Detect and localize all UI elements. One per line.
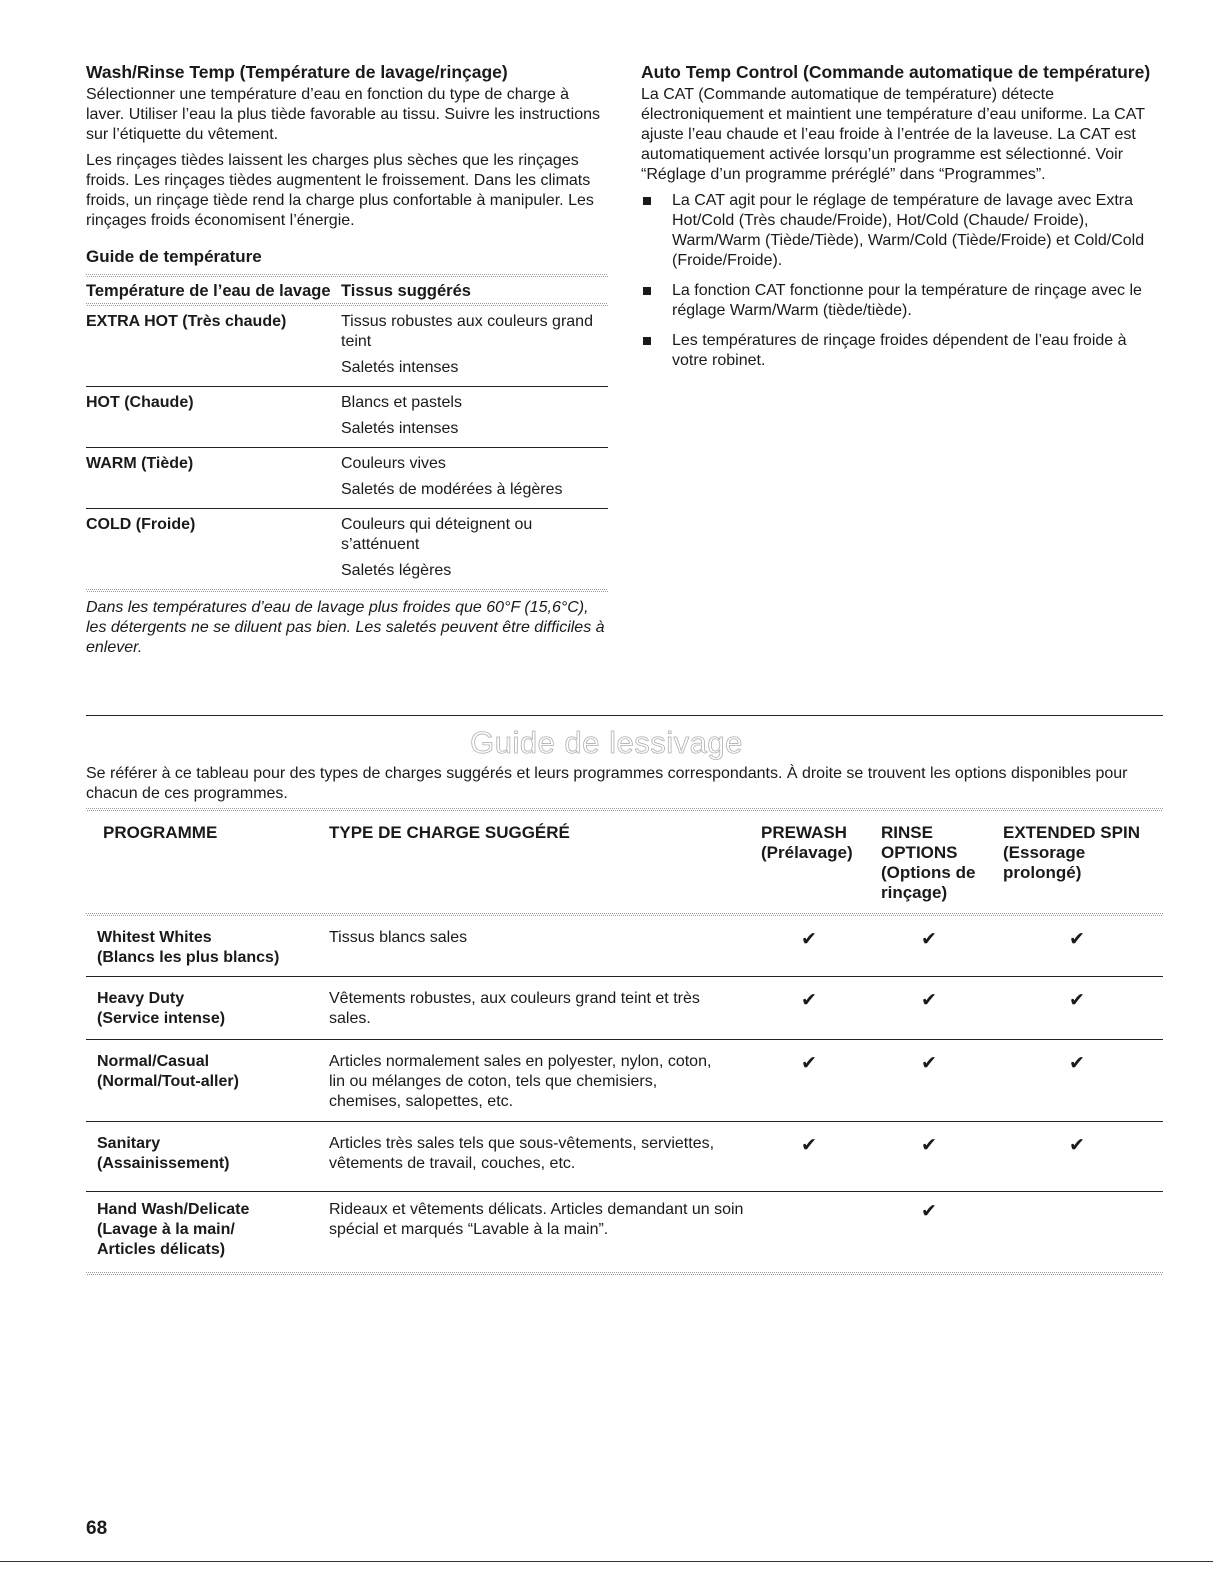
table-row	[86, 306, 608, 386]
section-divider	[86, 715, 1163, 716]
auto-temp-bullets	[641, 191, 1163, 371]
load-cell: Articles très sales tels que sous-vêtements, serviettes, vêtements de travail, couches, etc.	[329, 1135, 715, 1172]
checkmark-icon: ✔	[801, 989, 817, 1011]
table-row	[86, 387, 608, 447]
temp-guide-heading: Guide de température	[86, 247, 262, 266]
bullet-icon	[643, 337, 651, 345]
program-cell	[97, 1200, 297, 1260]
right-column	[641, 62, 1163, 381]
bullet-text: La CAT agit pour le réglage de température de lavage avec Extra Hot/Cold (Très chaude/Froide), Hot/Cold (Chaude/ Froide), Warm/Warm (Tiède/Tiède), Warm/Cold (Tiède/Froide) et Cold/Cold (Froide/Froide).	[672, 192, 1145, 269]
soil-cell: Saletés de modérées à légères	[341, 481, 563, 498]
program-name: Sanitary	[97, 1135, 161, 1152]
checkmark-icon: ✔	[801, 1134, 817, 1156]
program-cell	[97, 928, 322, 968]
program-cell	[97, 1134, 322, 1174]
checkmark-icon: ✔	[921, 1052, 937, 1074]
checkmark-icon: ✔	[801, 1052, 817, 1074]
temp-guide-rows	[86, 448, 608, 508]
divider	[86, 589, 608, 592]
temp-cell: WARM (Tiède)	[86, 455, 194, 472]
checkmark-icon: ✔	[1069, 928, 1085, 950]
spin-header: EXTENDED SPIN (Essorage prolongé)	[1003, 823, 1140, 882]
fabric-cell: Couleurs vives	[341, 455, 446, 472]
program-name-fr: (Service intense)	[97, 1010, 226, 1027]
wash-rinse-paragraph-2: Les rinçages tièdes laissent les charges plus sèches que les rinçages froids. Les rinçages tièdes augmentent le froissement. Dans les climats froids, un rinçage tiède rend la charge plus confortable à manipuler. Les rinçages froids économisent l’énergie.	[86, 152, 594, 229]
program-name: Hand Wash/Delicate	[97, 1201, 250, 1218]
auto-temp-heading: Auto Temp Control (Commande automatique de température)	[641, 62, 1151, 82]
table-row	[86, 1122, 1163, 1191]
page-number: 68	[86, 1518, 108, 1539]
temp-guide-table	[86, 277, 608, 303]
fabric-cell: Blancs et pastels	[341, 394, 462, 411]
program-name: Whitest Whites	[97, 929, 212, 946]
list-item	[641, 191, 1163, 271]
checkmark-icon: ✔	[1069, 1134, 1085, 1156]
program-cell	[97, 989, 322, 1029]
table-row	[86, 1040, 1163, 1121]
rinse-header: RINSE OPTIONS (Options de rinçage)	[881, 823, 976, 902]
soil-cell: Saletés intenses	[341, 420, 459, 437]
laundry-guide-table	[86, 808, 1163, 1275]
divider	[86, 1272, 1163, 1275]
program-cell	[97, 1052, 322, 1092]
program-header: PROGRAMME	[103, 823, 218, 842]
checkmark-icon: ✔	[801, 928, 817, 950]
fabric-cell: Tissus robustes aux couleurs grand teint	[341, 313, 593, 350]
temp-cell: HOT (Chaude)	[86, 394, 194, 411]
fabric-col-header: Tissus suggérés	[341, 282, 471, 300]
fabric-cell: Couleurs qui déteignent ou s’atténuent	[341, 516, 533, 553]
load-header: TYPE DE CHARGE SUGGÉRÉ	[329, 823, 570, 842]
load-cell: Tissus blancs sales	[329, 929, 468, 946]
temp-col-header: Température de l’eau de lavage	[86, 282, 331, 300]
checkmark-icon: ✔	[921, 1200, 937, 1222]
list-item	[641, 331, 1163, 371]
table-row	[86, 1192, 1163, 1272]
guide-intro: Se référer à ce tableau pour des types de charges suggérés et leurs programmes correspondants. À droite se trouvent les options disponibles pour chacun de ces programmes.	[86, 765, 1128, 802]
temp-cell: EXTRA HOT (Très chaude)	[86, 313, 287, 330]
temp-cell: COLD (Froide)	[86, 516, 196, 533]
temp-table-header	[86, 277, 608, 303]
load-cell: Rideaux et vêtements délicats. Articles demandant un soin spécial et marqués “Lavable à la main”.	[329, 1201, 744, 1238]
page-bottom-rule	[0, 1561, 1213, 1562]
program-name: Heavy Duty	[97, 990, 185, 1007]
checkmark-icon: ✔	[921, 989, 937, 1011]
table-row	[86, 509, 608, 589]
bullet-icon	[643, 287, 651, 295]
soil-cell: Saletés légères	[341, 562, 452, 579]
list-item	[641, 281, 1163, 321]
checkmark-icon: ✔	[1069, 1052, 1085, 1074]
section-title: Guide de lessivage	[470, 725, 743, 760]
bullet-text: La fonction CAT fonctionne pour la température de rinçage avec le réglage Warm/Warm (tiède/tiède).	[672, 282, 1142, 319]
bullet-text: Les températures de rinçage froides dépendent de l’eau froide à votre robinet.	[672, 332, 1127, 369]
table-header	[86, 811, 1163, 913]
temp-note: Dans les températures d’eau de lavage plus froides que 60°F (15,6°C), les détergents ne se diluent pas bien. Les saletés peuvent être difficiles à enlever.	[86, 599, 605, 656]
load-cell: Articles normalement sales en polyester, nylon, coton, lin ou mélanges de coton, tels que chemisiers, chemises, salopettes, etc.	[329, 1053, 712, 1110]
temp-guide-rows	[86, 509, 608, 589]
program-name-fr: (Blancs les plus blancs)	[97, 949, 280, 966]
program-name-fr: (Assainissement)	[97, 1155, 230, 1172]
table-row	[86, 448, 608, 508]
wash-rinse-heading: Wash/Rinse Temp (Température de lavage/rinçage)	[86, 62, 508, 82]
left-column	[86, 62, 608, 658]
program-name-fr: (Normal/Tout-aller)	[97, 1073, 239, 1090]
auto-temp-paragraph: La CAT (Commande automatique de température) détecte électroniquement et maintient une température d’eau uniforme. La CAT ajuste l’eau chaude et l’eau froide à l’entrée de la laveuse. La CAT est automatiquement activée lorsqu’un programme est sélectionné. Voir “Réglage d’un programme préréglé” dans “Programmes”.	[641, 86, 1145, 183]
program-name: Normal/Casual	[97, 1053, 210, 1070]
checkmark-icon: ✔	[921, 1134, 937, 1156]
table-row	[86, 977, 1163, 1039]
wash-rinse-paragraph-1: Sélectionner une température d’eau en fonction du type de charge à laver. Utiliser l’eau la plus tiède favorable au tissu. Suivre les instructions sur l’étiquette du vêtement.	[86, 86, 601, 143]
temp-guide-rows	[86, 387, 608, 447]
prewash-header: PREWASH (Prélavage)	[761, 823, 853, 862]
table-row	[86, 916, 1163, 976]
soil-cell: Saletés intenses	[341, 359, 459, 376]
program-name-fr: (Lavage à la main/ Articles délicats)	[97, 1221, 235, 1258]
load-cell: Vêtements robustes, aux couleurs grand teint et très sales.	[329, 990, 700, 1027]
checkmark-icon: ✔	[921, 928, 937, 950]
temp-guide-rows	[86, 306, 608, 386]
bullet-icon	[643, 197, 651, 205]
checkmark-icon: ✔	[1069, 989, 1085, 1011]
